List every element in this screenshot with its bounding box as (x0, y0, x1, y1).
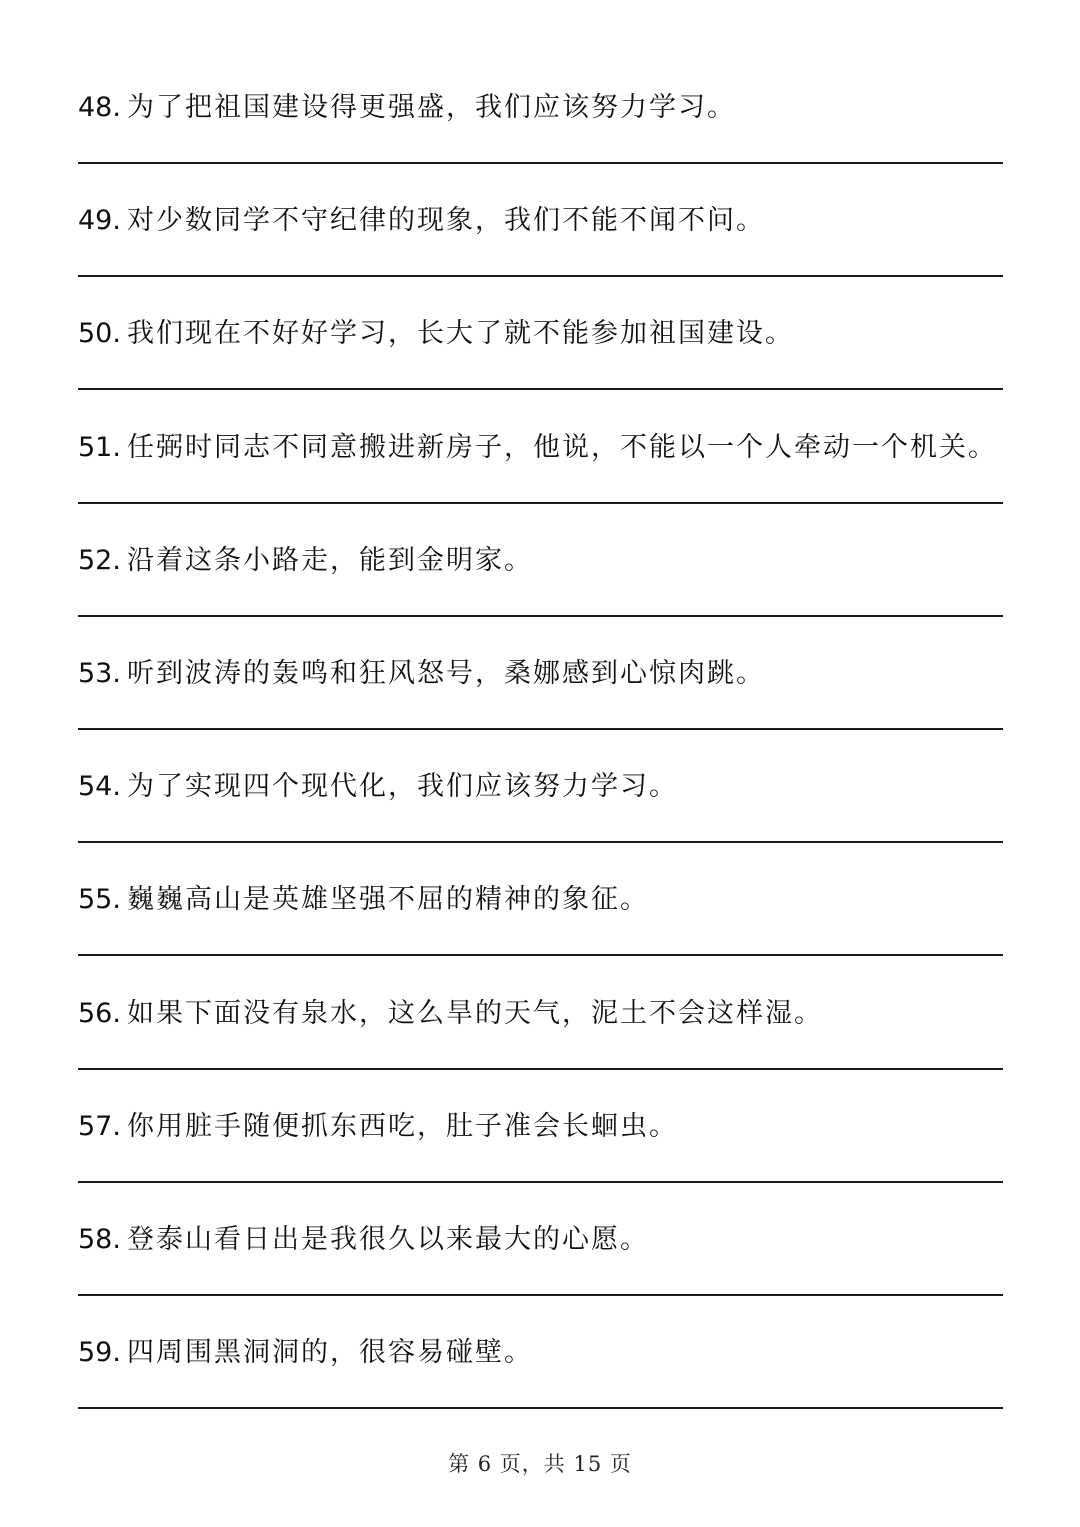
answer-line[interactable] (78, 841, 1003, 843)
answer-line[interactable] (78, 388, 1003, 390)
exercise-number: 52. (78, 545, 121, 576)
answer-line[interactable] (78, 615, 1003, 617)
exercise-question (78, 654, 765, 694)
exercise-item (78, 880, 1003, 993)
exercise-item (78, 201, 1003, 314)
exercise-item (78, 1107, 1003, 1220)
exercise-number: 59. (78, 1337, 121, 1368)
exercise-sentence: 四周围黑洞洞的，很容易碰壁。 (126, 1337, 533, 1368)
exercise-sentence: 我们现在不好好学习，长大了就不能参加祖国建设。 (126, 318, 794, 349)
exercise-sentence: 如果下面没有泉水，这么旱的天气，泥土不会这样湿。 (126, 998, 823, 1029)
exercise-item (78, 767, 1003, 880)
page-footer (0, 1448, 1080, 1478)
exercise-question (78, 1333, 533, 1373)
exercise-item (78, 994, 1003, 1107)
answer-line[interactable] (78, 162, 1003, 164)
exercise-number: 58. (78, 1224, 121, 1255)
exercise-number: 51. (78, 432, 121, 463)
exercise-sentence: 你用脏手随便抓东西吃，肚子准会长蛔虫。 (126, 1111, 678, 1142)
answer-line[interactable] (78, 728, 1003, 730)
exercise-number: 53. (78, 658, 121, 689)
exercise-question (78, 767, 678, 807)
answer-line[interactable] (78, 275, 1003, 277)
answer-line[interactable] (78, 954, 1003, 956)
exercise-number: 54. (78, 771, 121, 802)
exercise-question (78, 541, 533, 581)
exercise-question (78, 428, 997, 468)
exercise-number: 50. (78, 318, 121, 349)
exercise-sentence: 听到波涛的轰鸣和狂风怒号，桑娜感到心惊肉跳。 (126, 658, 765, 689)
exercise-number: 55. (78, 884, 121, 915)
exercise-item (78, 1333, 1003, 1446)
exercise-question (78, 1220, 649, 1260)
exercise-sentence: 为了实现四个现代化，我们应该努力学习。 (126, 771, 678, 802)
exercise-question (78, 201, 765, 241)
exercise-sentence: 为了把祖国建设得更强盛，我们应该努力学习。 (126, 92, 736, 123)
exercise-question (78, 88, 736, 128)
exercise-number: 56. (78, 998, 121, 1029)
exercise-item (78, 541, 1003, 654)
exercise-number: 57. (78, 1111, 121, 1142)
exercise-number: 48. (78, 92, 121, 123)
exercise-item (78, 314, 1003, 427)
exercise-sentence: 对少数同学不守纪律的现象，我们不能不闻不问。 (126, 205, 765, 236)
exercise-item (78, 428, 1003, 541)
exercise-item (78, 88, 1003, 201)
exercise-sentence: 登泰山看日出是我很久以来最大的心愿。 (126, 1224, 649, 1255)
page-number-label: 第 6 页，共 15 页 (448, 1452, 632, 1476)
exercise-item (78, 1220, 1003, 1333)
answer-line[interactable] (78, 1294, 1003, 1296)
exercise-question (78, 994, 823, 1034)
exercise-sentence: 沿着这条小路走，能到金明家。 (126, 545, 533, 576)
exercise-sentence: 巍巍高山是英雄坚强不屈的精神的象征。 (126, 884, 649, 915)
exercise-question (78, 314, 794, 354)
answer-line[interactable] (78, 1407, 1003, 1409)
answer-line[interactable] (78, 1181, 1003, 1183)
exercise-number: 49. (78, 205, 121, 236)
exercise-sentence: 任弼时同志不同意搬进新房子，他说，不能以一个人牵动一个机关。 (126, 432, 997, 463)
answer-line[interactable] (78, 502, 1003, 504)
answer-line[interactable] (78, 1068, 1003, 1070)
exercise-item (78, 654, 1003, 767)
exercise-question (78, 880, 649, 920)
exercise-question (78, 1107, 678, 1147)
